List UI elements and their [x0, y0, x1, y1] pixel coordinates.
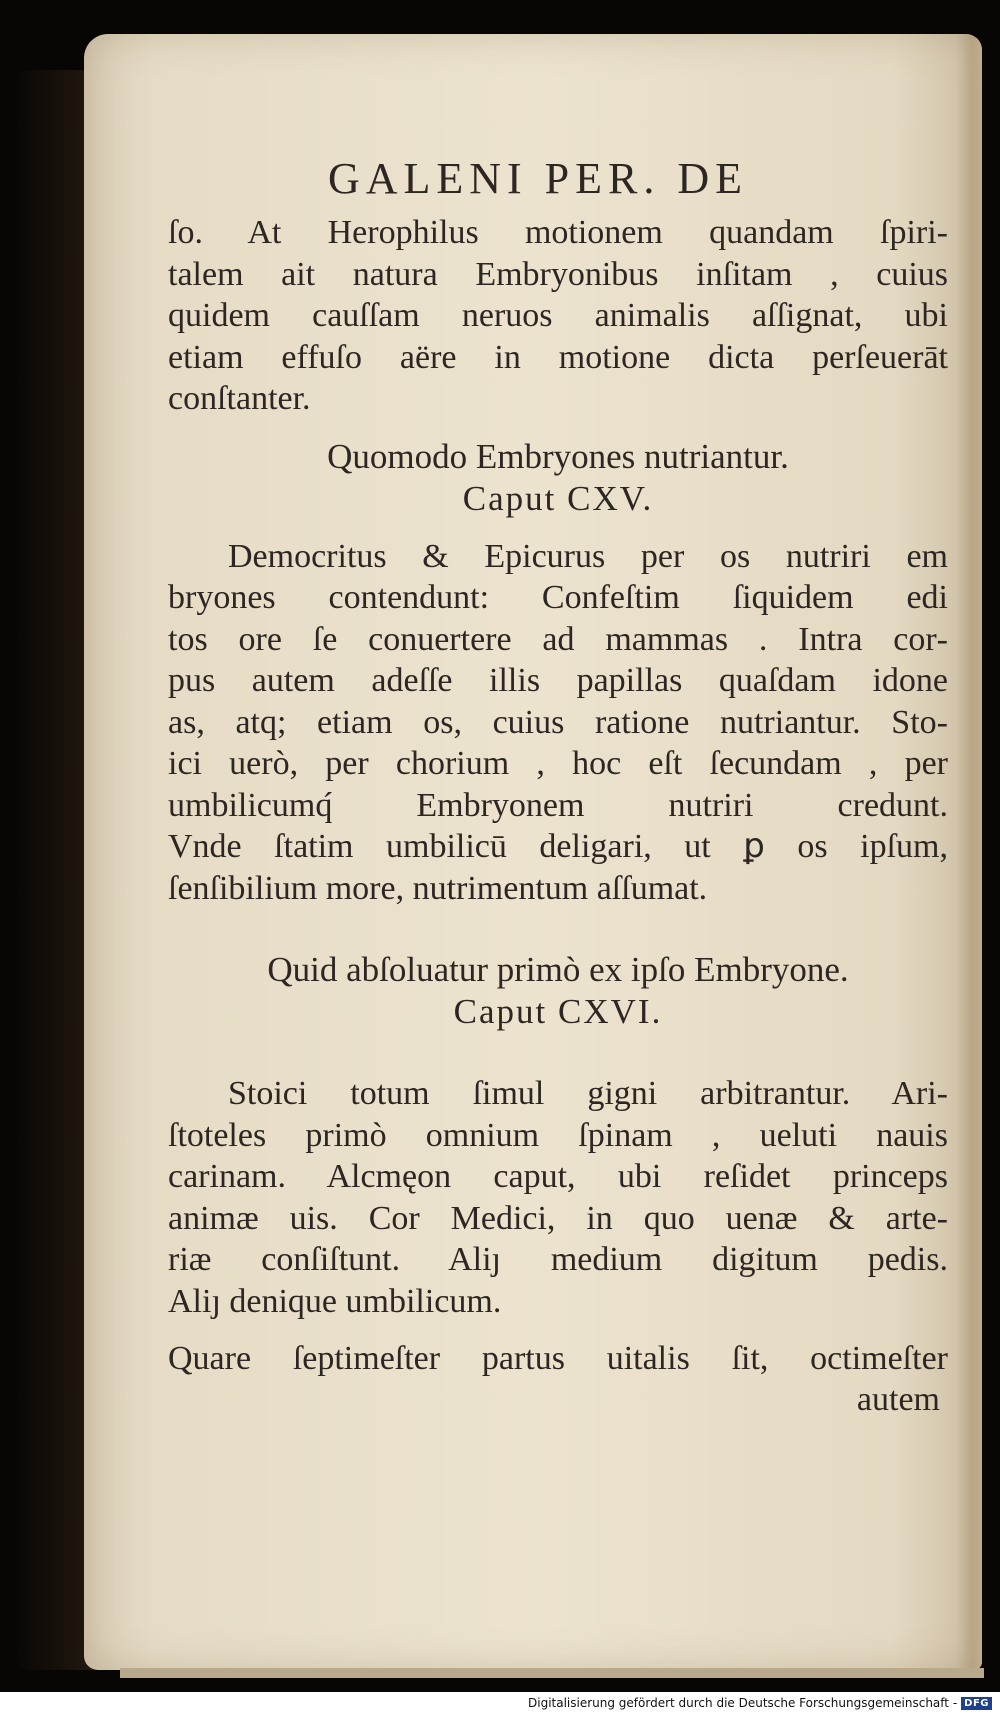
page-edge-shadow	[956, 34, 982, 1670]
spacer	[168, 520, 948, 536]
text-line: quidem cauſſam neruos animalis aſſignat, ubi	[168, 297, 948, 334]
text-line: conſtanter.	[168, 380, 311, 417]
paragraph-2	[168, 536, 948, 910]
text-line: ſenſibilium more, nutrimentum aſſumat.	[168, 869, 708, 907]
text-line: bryones contendunt: Confeſtim ſiquidem edi	[168, 579, 948, 616]
text-line: riæ conſiſtunt. Aliȷ medium digitum pedis.	[168, 1241, 948, 1278]
text-line: Aliȷ denique umbilicum.	[168, 1282, 502, 1320]
running-head: GALENI PER. DE	[327, 154, 749, 203]
text-line: umbilicumq́ Embryonem nutriri credunt.	[168, 786, 948, 824]
chapter-number: Caput CXVI.	[453, 992, 663, 1031]
chapter-heading: Quid abſoluatur primò ex ipſo Embryone.	[267, 950, 849, 989]
chapter-heading: Quomodo Embryones nutriantur.	[327, 436, 789, 476]
text-line: tos ore ſe conuertere ad mammas . Intra cor‑	[168, 620, 948, 658]
text-line: carinam. Alcmęon caput, ubi reſidet princeps	[168, 1158, 948, 1195]
spacer	[168, 420, 948, 436]
text-line: Democritus & Epicurus per os nutriri em	[228, 537, 948, 575]
text-line: etiam effuſo aëre in motione dicta perſeuerāt	[168, 338, 948, 376]
paragraph-3	[168, 1073, 948, 1322]
adjacent-page-bleed	[20, 390, 80, 500]
text-line: pus autem adeſſe illis papillas quaſdam idone	[168, 662, 948, 699]
page-text	[168, 150, 948, 1420]
catchword: autem	[856, 1380, 940, 1418]
digitization-credit	[0, 1692, 1000, 1714]
text-line: ici uerò, per chorium , hoc eſt ſecundam , per	[168, 745, 948, 782]
text-line: ſo. At Herophilus motionem quandam ſpiri‑	[168, 214, 948, 251]
page-bottom-edge	[120, 1668, 984, 1678]
section-heading-line: Quare ſeptimeſter partus uitalis ſit, octimeſter	[168, 1340, 948, 1377]
text-line: talem ait natura Embryonibus inſitam , cuius	[168, 255, 948, 293]
text-line: ſtoteles primò omnium ſpinam , ueluti nauis	[168, 1116, 948, 1154]
text-line: animæ uis. Cor Medici, in quo uenæ & arte‑	[168, 1199, 948, 1237]
spacer	[168, 909, 948, 949]
chapter-number: Caput CXV.	[462, 478, 654, 518]
dfg-logo-icon: DFG	[961, 1697, 992, 1710]
text-line: Stoici totum ſimul gigni arbitrantur. Ari‑	[228, 1075, 948, 1112]
spacer	[168, 1322, 948, 1338]
spacer	[168, 1033, 948, 1073]
paragraph-1	[168, 212, 948, 420]
text-line: Vnde ſtatim umbilicū deligari, ut ꝑ os ipſum,	[168, 828, 948, 865]
credit-text: Digitalisierung gefördert durch die Deutsche Forschungsgemeinschaft -	[528, 1696, 958, 1710]
text-line: as, atq; etiam os, cuius ratione nutriantur. Sto‑	[168, 703, 948, 741]
